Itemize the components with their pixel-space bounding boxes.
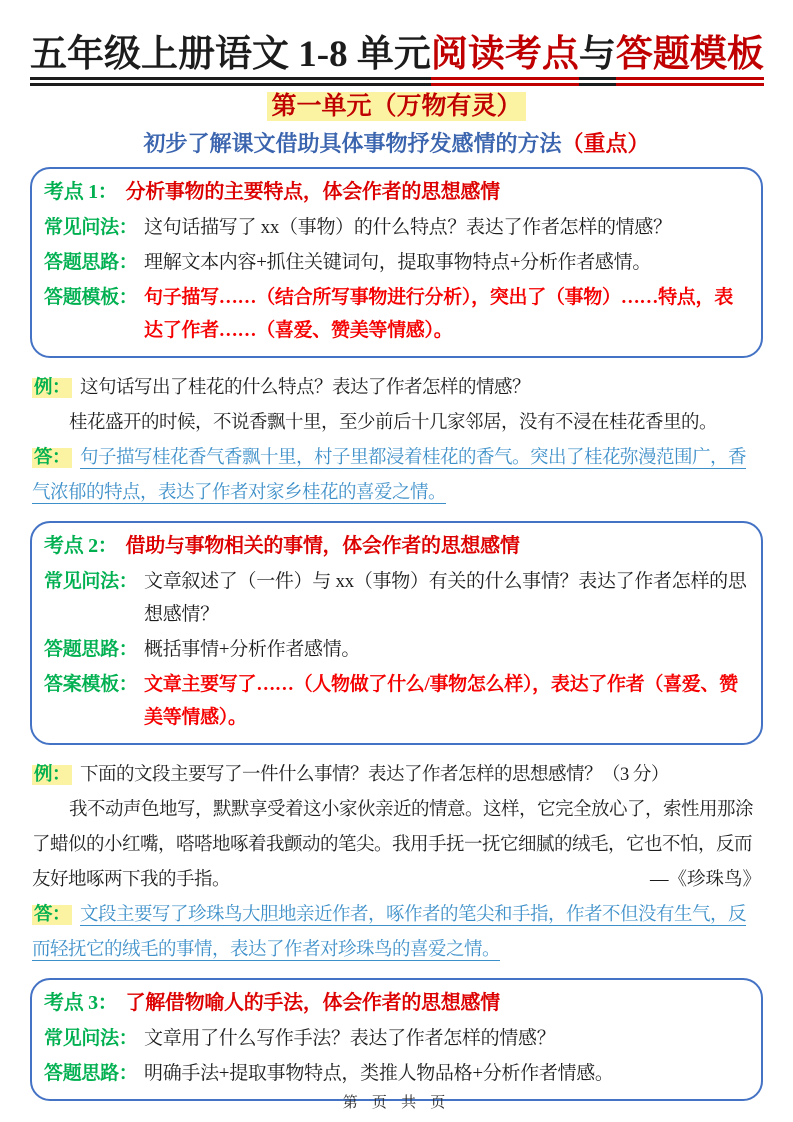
key-point-2-row-template <box>44 668 749 734</box>
key-point-2-row-approach <box>44 633 749 666</box>
sub-heading-text: 初步了解课文借助具体事物抒发感情的方法 <box>143 130 562 156</box>
key-point-3-row-question-type <box>44 1022 749 1055</box>
key-point-box-3 <box>30 978 763 1101</box>
row-label: 常见问法： <box>44 1028 138 1050</box>
row-label: 答题模板： <box>44 287 138 309</box>
row-label: 常见问法： <box>44 571 138 593</box>
key-point-3-row-approach <box>44 1057 749 1090</box>
key-point-1-row-template <box>44 281 749 347</box>
unit-heading <box>30 91 763 122</box>
row-text: 这句话描写了 xx（事物）的什么特点？表达了作者怎样的情感？ <box>144 217 672 239</box>
key-point-1-row-approach <box>44 246 749 279</box>
answer-label: 答： <box>34 448 71 469</box>
answer-text: 文段主要写了珍珠鸟大胆地亲近作者，啄作者的笔尖和手指，作者不但没有生气，反而轻抚它的绒毛的事情，表达了作者对珍珠鸟的喜爱之情。 <box>32 905 747 961</box>
row-text: 文章用了什么写作手法？表达了作者怎样的情感？ <box>144 1028 556 1050</box>
row-label: 答题思路： <box>44 252 138 274</box>
key-point-2-row-question-type <box>44 565 749 631</box>
row-label: 答题思路： <box>44 1063 138 1085</box>
sub-heading <box>30 130 763 158</box>
key-point-1-row-question-type <box>44 211 749 244</box>
key-point-3-label: 考点 3： <box>44 992 118 1015</box>
example-1-passage: 桂花盛开的时候，不说香飘十里，至少前后十几家邻居，没有不浸在桂花香里的。 <box>69 413 718 434</box>
row-text: 明确手法+提取事物特点，类推人物品格+分析作者情感。 <box>144 1063 614 1085</box>
title-segment-red-2: 答题模板 <box>616 34 764 86</box>
answer-text: 句子描写桂花香气香飘十里，村子里都浸着桂花的香气。突出了桂花弥漫范围广，香气浓郁的特点，表达了作者对家乡桂花的喜爱之情。 <box>32 448 747 504</box>
row-label: 答案模板： <box>44 674 138 696</box>
passage-text: 我不动声色地写，默默享受着这小家伙亲近的情意。这样，它完全放心了，索性用那涂了蜡似的小红嘴，嗒嗒地啄着我颤动的笔尖。我用手抚一抚它细腻的绒毛，它也不怕，反而友好地啄两下我的手指。 <box>32 800 754 891</box>
example-question-text: 下面的文段主要写了一件什么事情？表达了作者怎样的思想感情？（3 分） <box>80 765 669 786</box>
row-text: 句子描写……（结合所写事物进行分析），突出了（事物）……特点，表达了作者……（喜爱、赞美等情感）。 <box>144 287 733 342</box>
page-footer: 第 页 共 页 <box>342 1094 451 1111</box>
row-label: 常见问法： <box>44 217 138 239</box>
key-point-box-1 <box>30 167 763 358</box>
key-point-3-heading <box>44 987 749 1020</box>
example-label: 例： <box>34 765 71 786</box>
example-2-answer <box>32 898 761 968</box>
example-2-passage <box>32 793 761 898</box>
passage-attribution: —《珍珠鸟》 <box>649 870 761 891</box>
key-point-1-title: 分析事物的主要特点，体会作者的思想感情 <box>125 181 500 204</box>
row-label: 答题思路： <box>44 639 138 661</box>
key-point-1-label: 考点 1： <box>44 181 118 204</box>
key-point-3-title: 了解借物喻人的手法，体会作者的思想感情 <box>125 992 500 1015</box>
key-point-2-heading <box>44 530 749 563</box>
title-segment-red-1: 阅读考点 <box>431 34 579 86</box>
row-text: 文章叙述了（一件）与 xx（事物）有关的什么事情？表达了作者怎样的思想感情？ <box>144 571 747 626</box>
row-text: 概括事情+分析作者感情。 <box>144 639 361 661</box>
row-text: 理解文本内容+抓住关键词句，提取事物特点+分析作者感情。 <box>144 252 652 274</box>
example-1 <box>32 371 761 511</box>
key-point-2-title: 借助与事物相关的事情，体会作者的思想感情 <box>125 535 520 558</box>
sub-heading-emphasis: （重点） <box>561 130 650 156</box>
example-1-answer <box>32 441 761 511</box>
example-2-question <box>32 758 761 793</box>
unit-heading-highlight: 第一单元（万物有灵） <box>267 92 525 121</box>
row-text: 文章主要写了……（人物做了什么/事物怎么样），表达了作者（喜爱、赞美等情感）。 <box>144 674 738 729</box>
key-point-2-label: 考点 2： <box>44 535 118 558</box>
answer-label: 答： <box>34 905 71 926</box>
title-segment-black-2: 与 <box>579 34 616 86</box>
example-1-question <box>32 371 761 406</box>
example-question-text: 这句话写出了桂花的什么特点？表达了作者怎样的情感？ <box>80 378 531 399</box>
key-point-box-2 <box>30 521 763 745</box>
title-segment-black: 五年级上册语文 1-8 单元 <box>30 34 431 86</box>
example-label: 例： <box>34 378 71 399</box>
document-title <box>30 34 763 77</box>
example-2 <box>32 758 761 968</box>
key-point-1-heading <box>44 176 749 209</box>
